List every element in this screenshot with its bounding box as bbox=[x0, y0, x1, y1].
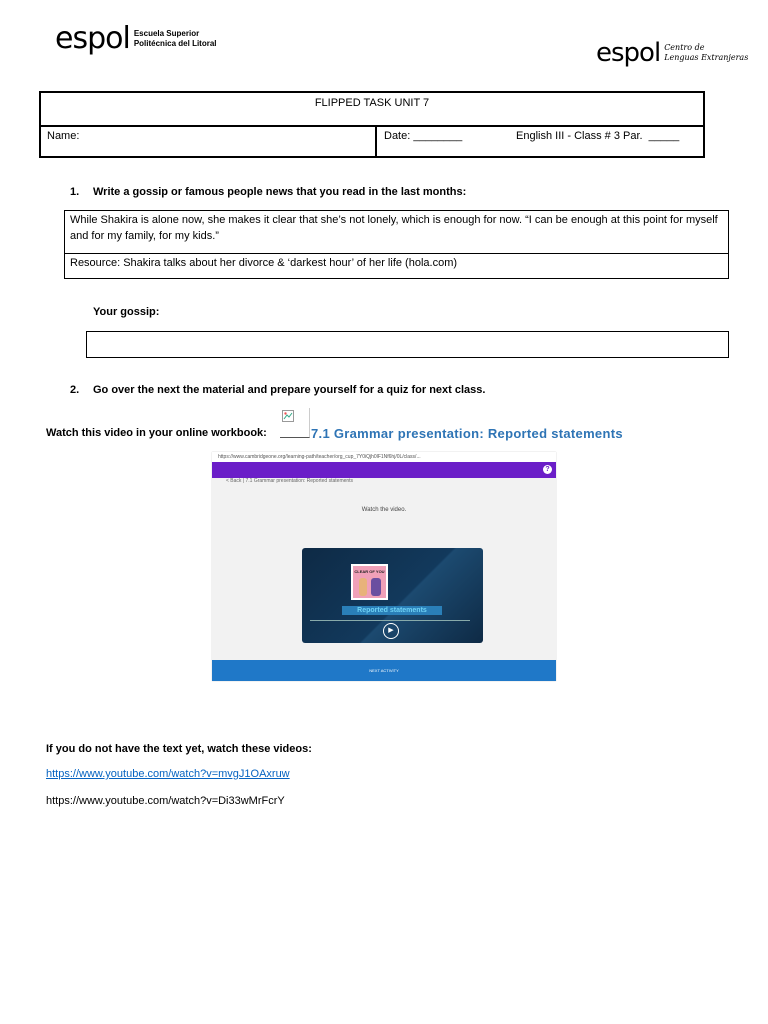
logo-line2: Lenguas Extranjeras bbox=[664, 53, 749, 62]
youtube-link-2[interactable]: https://www.youtube.com/watch?v=Di33wMrFcrY bbox=[46, 795, 285, 807]
gossip-example-table bbox=[64, 210, 729, 279]
header-table bbox=[39, 91, 705, 158]
cele-logo bbox=[596, 38, 748, 68]
gossip-resource: Resource: Shakira talks about her divorce & ‘darkest hour’ of her life (hola.com) bbox=[70, 257, 458, 269]
question-1-text: Write a gossip or famous people news that you read in the last months: bbox=[93, 186, 467, 198]
date-field[interactable]: Date: ________ bbox=[384, 130, 463, 142]
video-thumbnail bbox=[351, 564, 388, 600]
logo-word: espol bbox=[55, 21, 130, 56]
video-player bbox=[302, 548, 483, 643]
logo-word: espol bbox=[596, 38, 661, 68]
logo-line2: Politécnica del Litoral bbox=[133, 39, 217, 48]
question-2-text: Go over the next the material and prepare yourself for a quiz for next class. bbox=[93, 384, 486, 396]
browser-url: https://www.cambridgeone.org/learning-path/teacher/org_cup_7Y0iQjh0lF1Nf6hj/0L/class/... bbox=[212, 452, 556, 462]
play-icon: ▶ bbox=[383, 623, 399, 639]
person-figure bbox=[359, 578, 367, 596]
logo-line1: Escuela Superior bbox=[133, 29, 200, 38]
logo-subtitle bbox=[134, 29, 217, 49]
your-gossip-input[interactable] bbox=[86, 331, 729, 358]
question-1-number: 1. bbox=[70, 186, 80, 198]
youtube-link-1[interactable]: https://www.youtube.com/watch?v=mvgJ1OAxruw bbox=[46, 768, 290, 780]
workbook-link[interactable]: 7.1 Grammar presentation: Reported statements bbox=[311, 426, 623, 441]
person-figure bbox=[371, 578, 381, 596]
workbook-screenshot bbox=[212, 452, 556, 681]
logo-line1: Centro de bbox=[664, 43, 705, 52]
page-title: FLIPPED TASK UNIT 7 bbox=[41, 93, 703, 127]
name-field[interactable]: Name: bbox=[41, 127, 377, 158]
next-activity-button: NEXT ACTIVITY bbox=[212, 660, 556, 681]
watch-instruction: Watch the video. bbox=[361, 507, 407, 513]
broken-image-icon bbox=[280, 408, 310, 438]
espol-logo bbox=[55, 21, 217, 56]
question-2-number: 2. bbox=[70, 384, 80, 396]
class-field: English III - Class # 3 Par. _____ bbox=[516, 130, 680, 142]
thumbnail-title: CLEAR OF YOU bbox=[354, 569, 385, 574]
logo-subtitle bbox=[664, 43, 748, 63]
help-icon: ? bbox=[543, 465, 552, 474]
gossip-quote: While Shakira is alone now, she makes it clear that she’s not lonely, which is enough for now. “I can be enough at this point for myself and for my family, for my kids.” bbox=[65, 211, 728, 254]
app-header-bar bbox=[212, 462, 556, 478]
workbook-label: Watch this video in your online workbook: bbox=[46, 427, 267, 439]
videos-intro: If you do not have the text yet, watch these videos: bbox=[46, 743, 312, 755]
your-gossip-label: Your gossip: bbox=[93, 306, 160, 318]
breadcrumb: < Back | 7.1 Grammar presentation: Reported statements bbox=[226, 478, 354, 484]
progress-track bbox=[310, 620, 470, 621]
video-caption: Reported statements bbox=[342, 606, 442, 615]
